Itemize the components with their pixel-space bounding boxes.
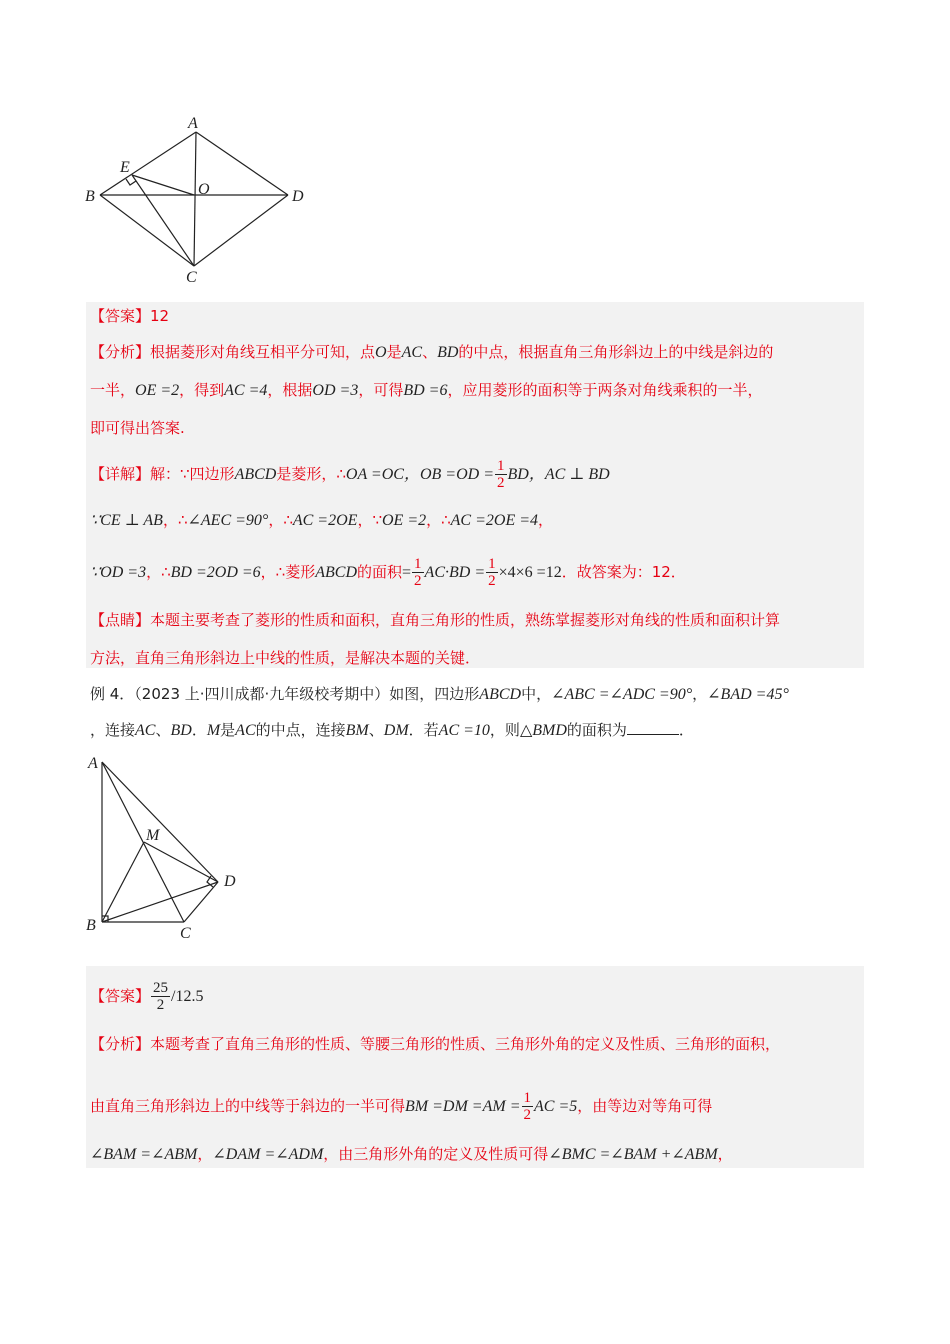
ex4-analysis-line-2: 由直角三角形斜边上的中线等于斜边的一半可得BM =DM =AM = $\frac{1}{2}$ AC =5，由等边对等角可得 <box>90 1090 713 1123</box>
detail-line-3: ∵OD =3，∴BD =2OD =6，∴菱形ABCD的面积= $\frac{1}{2}$ AC·BD = $\frac{1}{2}$ ×4×6 =12．故答案为：12． <box>90 556 686 589</box>
analysis-line-1: 【分析】根据菱形对角线互相平分可知，点O是AC、BD的中点，根据直角三角形斜边上的中线是斜边的 <box>90 343 774 361</box>
quadrilateral-figure <box>80 748 260 948</box>
label-A: A <box>88 755 98 772</box>
rhombus-figure <box>80 108 320 288</box>
detail-line-1: 【详解】解：∵四边形ABCD是菱形，∴OA =OC，OB =OD = $\frac{1}{2}$ BD，AC ⊥ BD <box>90 458 610 491</box>
analysis-line-2: 一半，OE =2，得到AC =4，根据OD =3，可得BD =6，应用菱形的面积等于两条对角线乘积的一半， <box>90 381 763 399</box>
analysis-line-3: 即可得出答案. <box>90 419 185 437</box>
ex4-question-line-2: ，连接AC、BD．M是AC的中点，连接BM、DM．若AC =10，则△BMD的面积为 ． <box>90 721 694 739</box>
label-C: C <box>180 925 191 942</box>
label-E: E <box>120 159 130 176</box>
label-C: C <box>186 269 197 286</box>
label-A: A <box>188 115 198 132</box>
ex4-analysis-line-1: 【分析】本题考查了直角三角形的性质、等腰三角形的性质、三角形外角的定义及性质、三角形的面积， <box>90 1035 781 1053</box>
label-D: D <box>292 188 304 205</box>
label-M: M <box>146 827 160 844</box>
label-D: D <box>224 873 236 890</box>
ex4-analysis-line-3: ∠BAM =∠ABM，∠DAM =∠ADM，由三角形外角的定义及性质可得∠BMC =∠BAM +∠ABM， <box>90 1145 733 1163</box>
label-B: B <box>85 188 95 205</box>
answer-blank <box>627 734 679 735</box>
detail-line-2: ∵CE ⊥ AB，∴∠AEC =90°，∴AC =2OE，∵OE =2，∴AC =2OE =4， <box>90 511 554 529</box>
label-B: B <box>86 917 96 934</box>
ex4-answer-line: 【答案】 $\frac{25}{2}$ /12.5 <box>90 980 204 1013</box>
point-line-1: 【点睛】本题主要考查了菱形的性质和面积，直角三角形的性质，熟练掌握菱形对角线的性质和面积计算 <box>90 611 781 629</box>
label-O: O <box>198 181 210 198</box>
answer-line: 【答案】12 <box>90 307 170 325</box>
ex4-question-line-1: 例 4．（2023 上·四川成都·九年级校考期中）如图，四边形ABCD中，∠ABC =∠ADC =90°，∠BAD =45° <box>90 685 789 703</box>
point-line-2: 方法，直角三角形斜边上中线的性质，是解决本题的关键． <box>90 649 481 667</box>
